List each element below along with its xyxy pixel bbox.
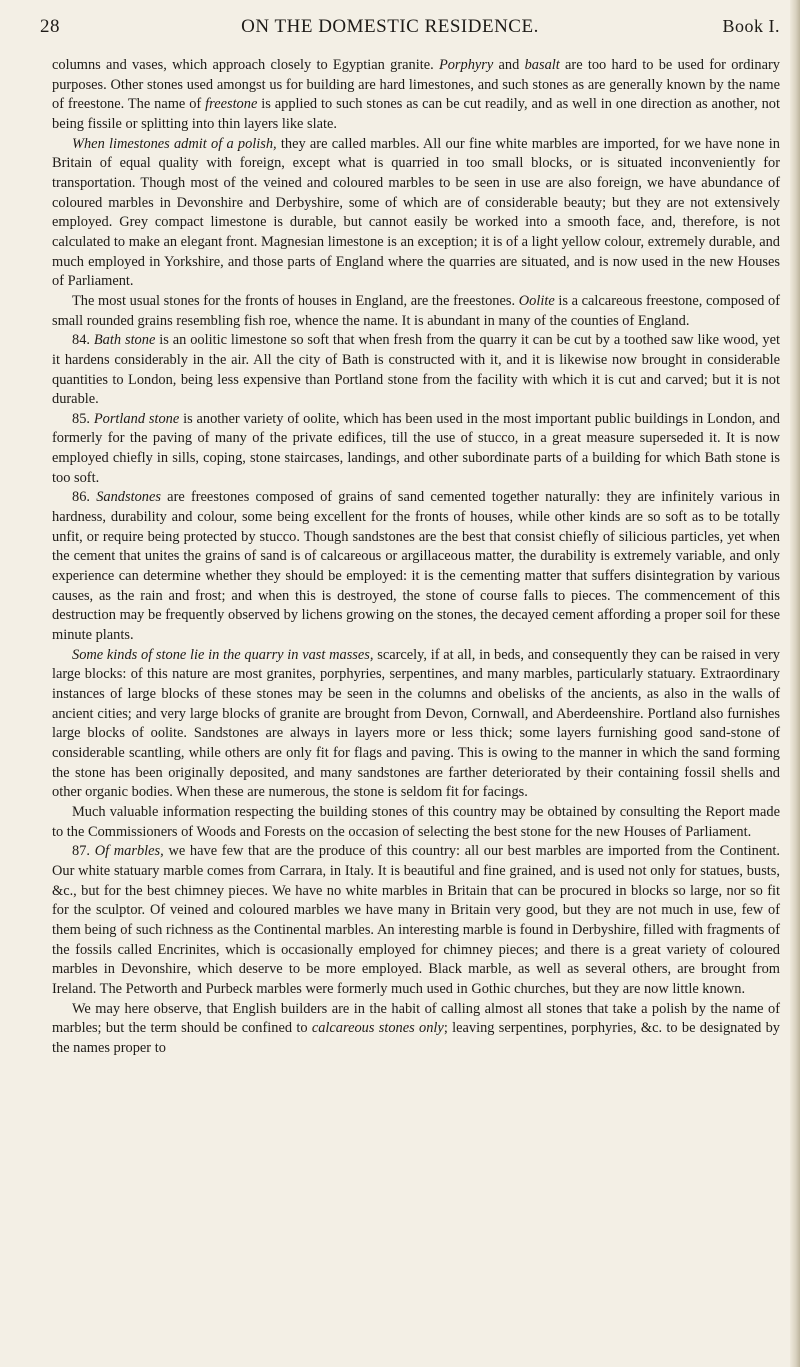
page-edge — [790, 0, 800, 1367]
paragraph: 85. Portland stone is another variety of oolite, which has been used in the most important public buildings in London, and formerly for the paving of many of the private edifices, till the use of stucco, in a great measure superseded it. It is now employed chiefly in sills, coping, stone staircases, landings, and other subordinate parts of a building for which Bath stone is too soft. — [52, 410, 780, 486]
paragraph: The most usual stones for the fronts of houses in England, are the freestones. Oolite is a calcareous freestone, composed of small rounded grains resembling fish roe, whence the name. It is abundant in many of the counties of England. — [52, 292, 780, 329]
paragraph: We may here observe, that English builders are in the habit of calling almost all stones that take a polish by the name of marbles; but the term should be confined to calcareous stones only; leaving serpentines, porphyries, &c. to be designated by the names proper to — [52, 1000, 780, 1056]
page-number: 28 — [40, 16, 60, 37]
page-header — [40, 10, 780, 42]
paragraph: 86. Sandstones are freestones composed of grains of sand cemented together naturally: they are infinitely various in hardness, durability and colour, some being excellent for the fronts of houses, while other kinds are so soft as to be totally unfit, or require being protected by stucco. Though sandstones are the best that consist chiefly of silicious particles, yet when the cement that unites the grains of sand is of calcareous or argillaceous matter, the durability is extremely variable, and only experience can determine whether they should be employed: it is the cementing matter that suffers disintegration by various causes, as the rain and frost; and when this is destroyed, the stone of course falls to pieces. The commencement of this destruction may be frequently observed by lichens growing on the stones, the decayed cement affording a proper soil for these minute plants. — [52, 489, 780, 644]
paragraph: 84. Bath stone is an oolitic limestone so soft that when fresh from the quarry it can be cut by a toothed saw like wood, yet it hardens considerably in the air. All the city of Bath is constructed with it, and it is likewise now brought in considerable quantities to London, being less expensive than Portland stone from the facility with which it is cut and carved; but it is not durable. — [52, 332, 780, 408]
running-title: ON THE DOMESTIC RESIDENCE. — [241, 16, 539, 37]
paragraph: 87. Of marbles, we have few that are the produce of this country: all our best marbles are imported from the Continent. Our white statuary marble comes from Carrara, in Italy. It is beautiful and fine grained, and is used not only for statues, busts, &c., but for the best chimney pieces. We have no white marbles in Britain that can be procured in blocks so large, nor so fit for the sculptor. Of veined and coloured marbles we have many in Britain very good, but they are not much in use, few of them being of such richness as the Continental marbles. An interesting marble is found in Derbyshire, filled with fragments of the fossils called Encrinites, which is occasionally employed for chimney pieces; and there is a great variety of coloured marbles in Devonshire, which deserve to be more employed. Black marble, as well as several others, are brought from Ireland. The Petworth and Purbeck marbles were formerly much used in Gothic churches, but they are now little known. — [52, 843, 780, 997]
paragraph: Some kinds of stone lie in the quarry in vast masses, scarcely, if at all, in beds, and consequently they can be raised in very large blocks: of this nature are most granites, porphyries, serpentines, and many marbles, particularly statuary. Extraordinary instances of large blocks of these stones may be seen in the columns and obelisks of the ancients, as also in the walls of ancient cities; and very large blocks of granite are brought from Devon, Cornwall, and Aberdeenshire. Portland also furnishes large blocks of oolite. Sandstones are always in layers more or less thick; some layers furnishing good sand-stone of considerable scantling, while others are only fit for flags and paving. This is owing to the manner in which the sand forming the stone has been originally deposited, and many sandstones are farther deteriorated by their containing fossil shells and other organic bodies. When these are numerous, the stone is seldom fit for facings. — [52, 646, 780, 801]
paragraph: Much valuable information respecting the building stones of this country may be obtained by consulting the Report made to the Commissioners of Woods and Forests on the occasion of selecting the best stone for the new Houses of Parliament. — [52, 803, 780, 840]
book-label: Book I. — [722, 16, 780, 36]
paragraph: columns and vases, which approach closely to Egyptian granite. Porphyry and basalt are too hard to be used for ordinary purposes. Other stones used amongst us for building are hard limestones, and such stones as are generally known by the name of freestone. The name of freestone is applied to such stones as can be cut readily, and as well in one direction as another, not being fissile or splitting into thin layers like slate. — [52, 57, 780, 132]
page-body — [52, 56, 780, 1058]
paragraph: When limestones admit of a polish, they are called marbles. All our fine white marbles are imported, for we have none in Britain of equal quality with foreign, except what is quarried in too small blocks, or is situated inconveniently for transportation. Though most of the veined and coloured marbles to be seen in use are also foreign, we have abundance of coloured marbles in Devonshire and Derbyshire, some of which are of considerable beauty; but they are not extensively employed. Grey compact limestone is durable, but cannot easily be worked into a smooth face, and, therefore, is not calculated to make an elegant front. Magnesian limestone is an exception; it is of a light yellow colour, extremely durable, and much employed in Yorkshire, and those parts of England where the quarries are situated, and is now used in the new Houses of Parliament. — [52, 135, 780, 290]
